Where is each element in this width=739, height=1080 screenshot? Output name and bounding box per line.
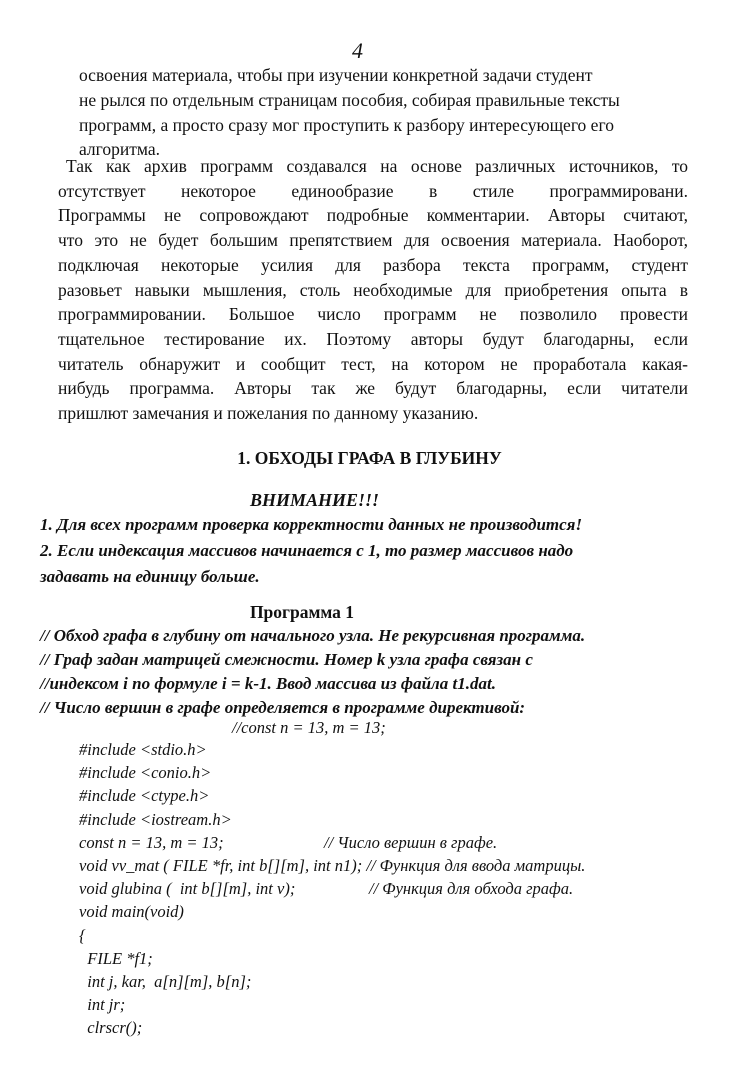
const-directive: //const n = 13, m = 13; (232, 718, 386, 737)
code-line-1: #include <stdio.h> (79, 740, 207, 759)
paragraph-line-1: Так как архив программ создавался на основе различных источников, то (66, 156, 688, 176)
paragraph-line-9: читатель обнаружит и сообщит тест, на котором не проработала какая- (58, 353, 688, 374)
paragraph-line-6: разовьет навыки мышления, столь необходимые для приобретения опыта в (58, 279, 688, 300)
paragraph-line-2: отсутствует некоторое единообразие в стиле программировани. (58, 180, 688, 201)
code-comment: // Число вершин в графе. (324, 832, 498, 852)
warning-line-1: 1. Для всех программ проверка корректности данных не производится! (40, 515, 583, 534)
code-line-4: #include <iostream.h> (79, 809, 232, 829)
code-comment: // Функция для ввода матрицы. (366, 856, 586, 876)
paragraph-line-4: что это не будет большим препятствием для освоения материала. Наоборот, (58, 230, 688, 251)
warning-line-2: 2. Если индексация массивов начинается с 1, то размер массивов надо (40, 541, 574, 560)
comment-line-2: // Граф задан матрицей смежности. Номер k узла графа связан с (40, 650, 533, 669)
code-line-13: clrscr(); (79, 1018, 143, 1038)
program-title: Программа 1 (249, 602, 355, 622)
warning-line-3: задавать на единицу больше. (40, 567, 260, 586)
intro-line-3: программ, а просто сразу мог проступить к разбору интересующего его (79, 115, 614, 135)
code-line-6: void vv_mat ( FILE *fr, int b[][m], int n1); // Функция для ввода матрицы. (79, 856, 586, 876)
intro-line-1: освоения материала, чтобы при изучении конкретной задачи студент (79, 65, 593, 85)
code-line-10: FILE *f1; (79, 948, 153, 968)
code-block (79, 738, 719, 1040)
warnings-block (40, 512, 680, 590)
code-line-3: #include <ctype.h> (79, 786, 210, 806)
code-line-7: void glubina ( int b[][m], int v); // Функция для обхода графа. (79, 877, 719, 900)
paragraph-line-3: Программы не сопровождают подробные комментарии. Авторы считают, (58, 205, 688, 226)
body-paragraph (58, 154, 688, 426)
program-comments (40, 624, 690, 720)
code-line-11: int j, kar, a[n][m], b[n]; (79, 972, 252, 992)
code-line-9: { (79, 925, 86, 945)
attention-heading: ВНИМАНИЕ!!! (249, 490, 380, 510)
paragraph-line-5: подключая некоторые усилия для разбора текста программ, студент (58, 254, 688, 275)
paragraph-line-10: нибудь программа. Авторы так же будут благодарны, если читатели (58, 378, 688, 399)
intro-line-2: не рылся по отдельным страницам пособия, собирая правильные тексты (79, 90, 620, 110)
code-comment: // Функция для обхода графа. (369, 879, 574, 899)
paragraph-line-7: программировании. Большое число программ не позволило провести (58, 304, 688, 325)
comment-line-1: // Обход графа в глубину от начального узла. Не рекурсивная программа. (40, 626, 586, 645)
comment-line-4: // Число вершин в графе определяется в программе директивой: (40, 698, 526, 717)
comment-line-3: //индексом i по формуле i = k-1. Ввод массива из файла t1.dat. (40, 674, 496, 693)
section-heading: 1. ОБХОДЫ ГРАФА В ГЛУБИНУ (237, 448, 502, 468)
paragraph-line-11: пришлют замечания и пожелания по данному указанию. (58, 403, 479, 424)
paragraph-line-8: тщательное тестирование их. Поэтому авторы будут благодарны, если (58, 328, 688, 349)
code-line-12: int jr; (79, 995, 126, 1015)
code-line-5: const n = 13, m = 13; // Число вершин в графе. (79, 831, 719, 854)
code-line-2: #include <conio.h> (79, 763, 212, 783)
intro-line-4: алгоритма. (79, 139, 161, 159)
code-line-8: void main(void) (79, 902, 184, 922)
page-number: 4 (352, 38, 363, 63)
